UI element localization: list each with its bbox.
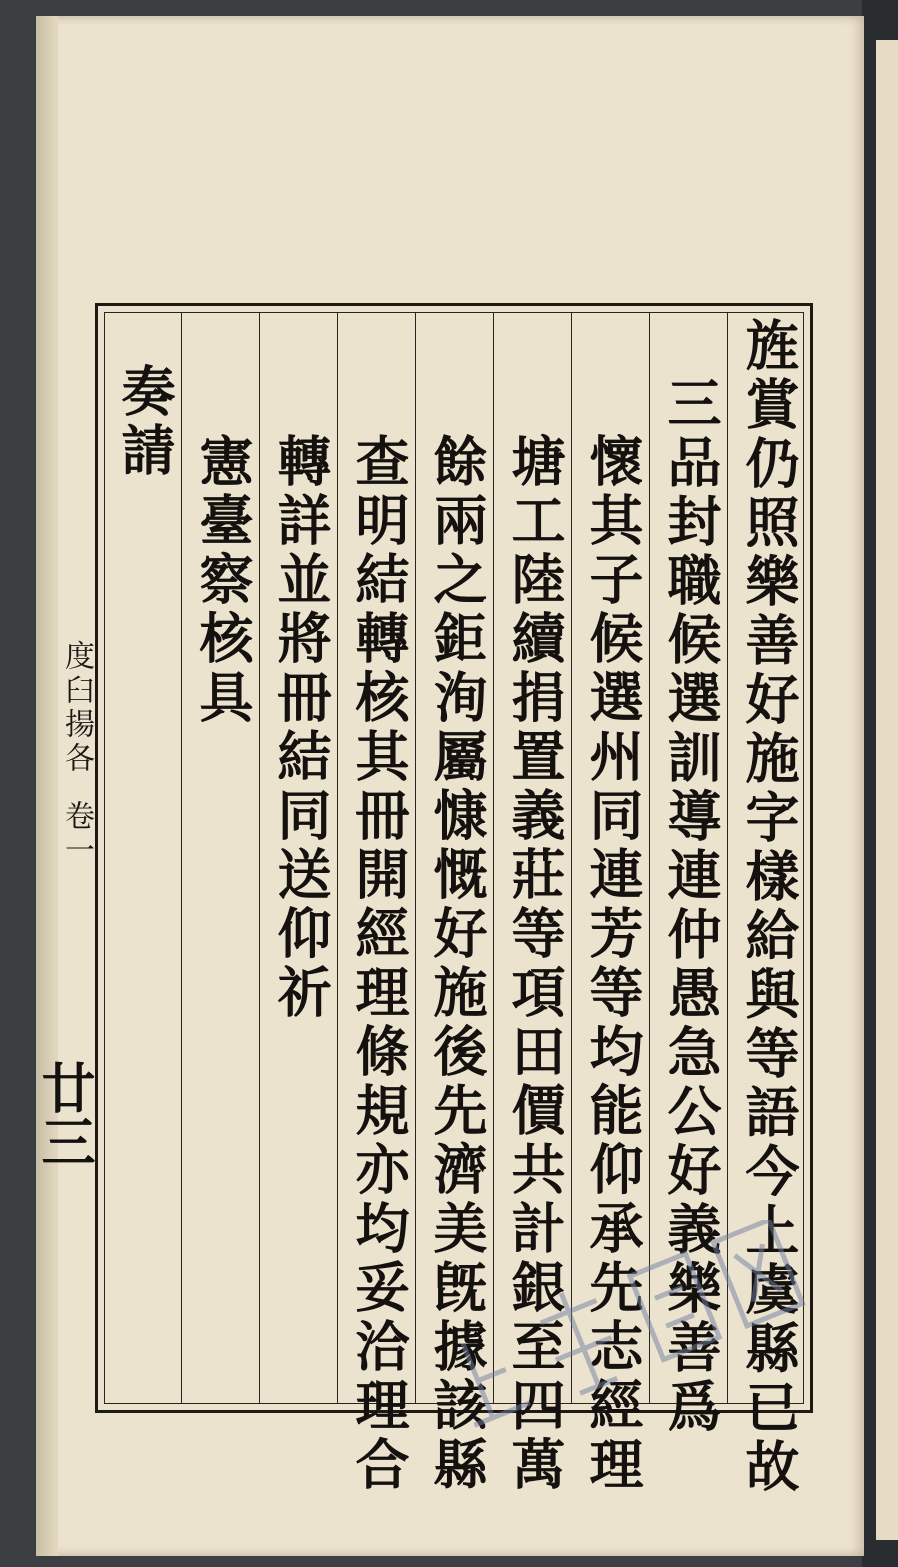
text-column-6 (339, 433, 419, 1495)
column-text: 餘兩之鉅洵屬慷慨好施後先濟美旣據該縣 (425, 433, 489, 1495)
column-text: 轉詳並將冊結同送仰祈 (269, 433, 333, 1023)
column-text: 塘工陸續捐置義莊等項田價共計銀至四萬 (503, 433, 567, 1495)
column-text: 憲臺察核具 (191, 433, 255, 728)
column-text: 查明結轉核其冊開經理條規亦均妥洽理合 (347, 433, 411, 1495)
column-text: 三品封職候選訓導連仲愚急公好義樂善爲 (659, 375, 723, 1437)
margin-volume-text: 卷一 (59, 799, 94, 868)
text-column-9 (105, 363, 185, 481)
column-text: 懷其子候選州同連芳等均能仰承先志經理 (581, 433, 645, 1495)
column-text: 奏請 (113, 363, 177, 481)
column-text: 旌賞仍照樂善好施字樣給與等語今上虞縣已故 (737, 317, 801, 1497)
margin-title (58, 640, 98, 868)
text-column-8 (183, 433, 263, 728)
margin-title-text: 度臼揚各 (59, 640, 94, 776)
next-page-edge (876, 40, 898, 1540)
library-stamp (410, 1220, 850, 1440)
page-number: 廿三 (33, 1060, 97, 1168)
text-column-7 (261, 433, 341, 1023)
